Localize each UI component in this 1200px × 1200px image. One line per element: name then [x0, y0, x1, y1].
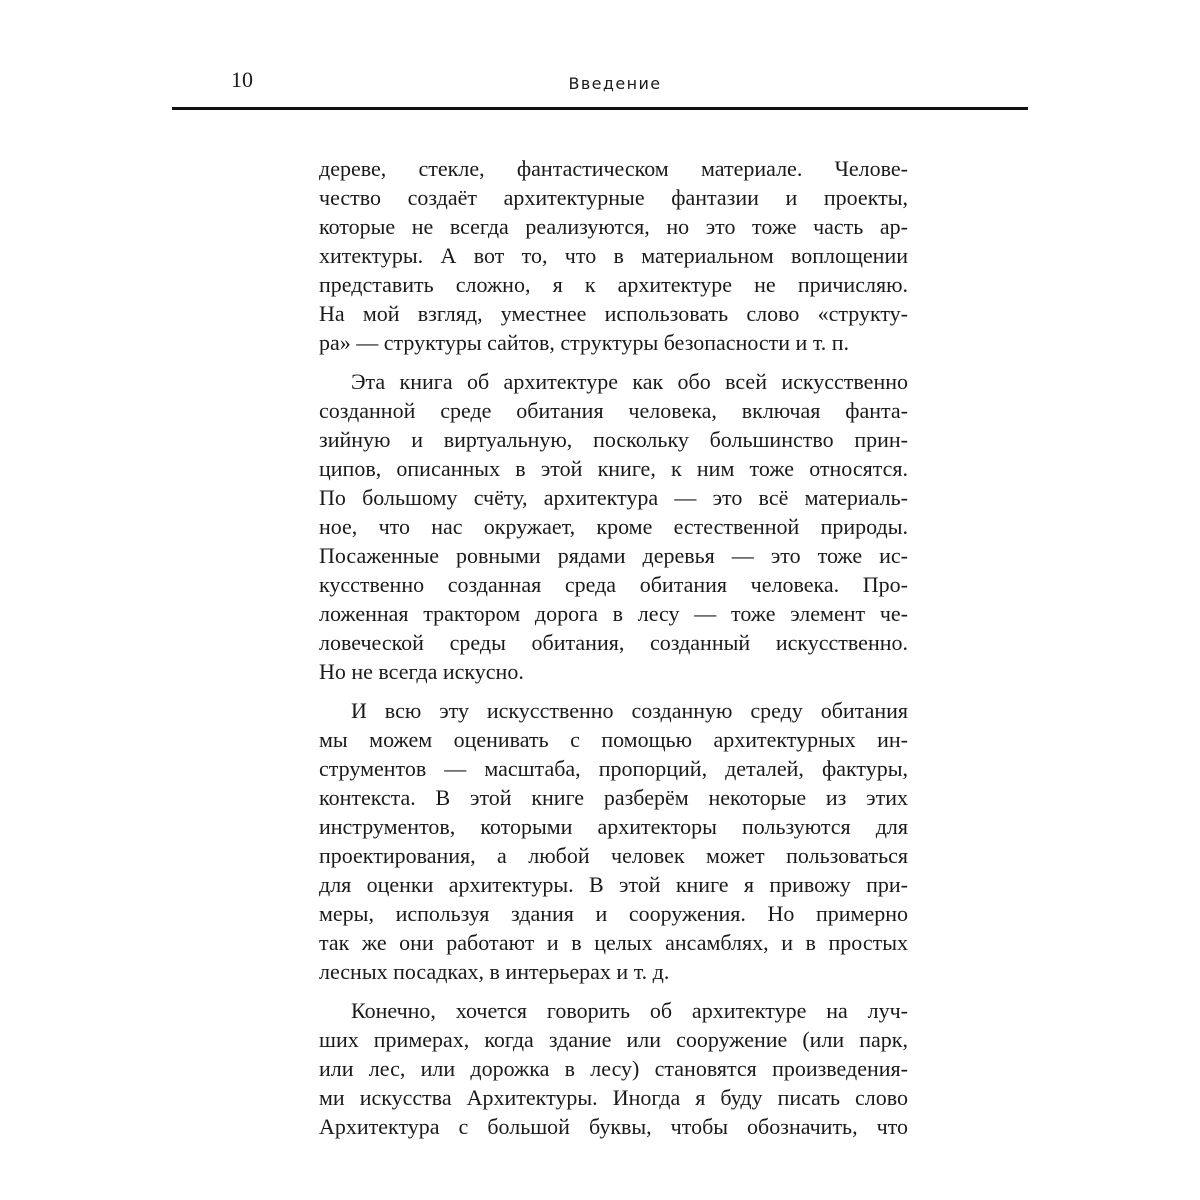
- text-line: Архитектура с большой буквы, чтобы обозначить, что: [319, 1114, 908, 1139]
- text-line: струментов — масштаба, пропорций, деталей, фактуры,: [319, 756, 908, 781]
- header-rule: [172, 107, 1028, 110]
- text-line: контекста. В этой книге разберём некоторые из этих: [319, 785, 908, 810]
- text-line: Эта книга об архитектуре как обо всей искусственно: [351, 369, 908, 394]
- text-line: мы можем оценивать с помощью архитектурных ин-: [319, 727, 908, 752]
- text-line: дереве, стекле, фантастическом материале. Челове-: [319, 156, 908, 181]
- paragraph: [319, 154, 908, 357]
- text-line: Конечно, хочется говорить об архитектуре на луч-: [351, 998, 908, 1023]
- text-line: инструментов, которыми архитекторы пользуются для: [319, 814, 908, 839]
- text-line: ное, что нас окружает, кроме естественной природы.: [319, 514, 908, 539]
- paragraph: [319, 996, 908, 1141]
- text-line: представить сложно, я к архитектуре не причисляю.: [319, 272, 908, 297]
- text-line: или лес, или дорожка в лесу) становятся произведения-: [319, 1056, 908, 1081]
- text-line: которые не всегда реализуются, но это тоже часть ар-: [319, 214, 908, 239]
- body-text: [319, 154, 908, 1151]
- text-line: кусственно созданная среда обитания человека. Про-: [319, 572, 908, 597]
- paragraph: [319, 367, 908, 686]
- text-line: И всю эту искусственно созданную среду обитания: [351, 698, 908, 723]
- text-line: На мой взгляд, уместнее использовать слово «структу-: [319, 301, 908, 326]
- text-line: Но не всегда искусно.: [319, 659, 524, 684]
- text-line: ра» — структуры сайтов, структуры безопасности и т. п.: [319, 330, 850, 355]
- text-line: для оценки архитектуры. В этой книге я привожу при-: [319, 872, 908, 897]
- text-line: созданной среде обитания человека, включая фанта-: [319, 398, 908, 423]
- text-line: ципов, описанных в этой книге, к ним тоже относятся.: [319, 456, 908, 481]
- text-line: хитектуры. А вот то, что в материальном воплощении: [319, 243, 908, 268]
- page-number: 10: [231, 67, 253, 92]
- text-line: По большому счёту, архитектура — это всё материаль-: [319, 485, 908, 510]
- text-line: так же они работают и в целых ансамблях, и в простых: [319, 930, 908, 955]
- text-line: зийную и виртуальную, поскольку большинство прин-: [319, 427, 908, 452]
- text-line: чество создаёт архитектурные фантазии и проекты,: [319, 185, 908, 210]
- text-line: ших примерах, когда здание или сооружение (или парк,: [319, 1027, 908, 1052]
- text-line: Посаженные ровными рядами деревья — это тоже ис-: [319, 543, 908, 568]
- paragraph: [319, 696, 908, 986]
- running-head: Введение: [568, 74, 662, 93]
- text-line: проектирования, а любой человек может пользоваться: [319, 843, 908, 868]
- text-line: ми искусства Архитектуры. Иногда я буду писать слово: [319, 1085, 908, 1110]
- text-line: лесных посадках, в интерьерах и т. д.: [319, 959, 670, 984]
- text-line: ловеческой среды обитания, созданный искусственно.: [319, 630, 908, 655]
- text-line: ложенная трактором дорога в лесу — тоже элемент че-: [319, 601, 908, 626]
- text-line: меры, используя здания и сооружения. Но примерно: [319, 901, 908, 926]
